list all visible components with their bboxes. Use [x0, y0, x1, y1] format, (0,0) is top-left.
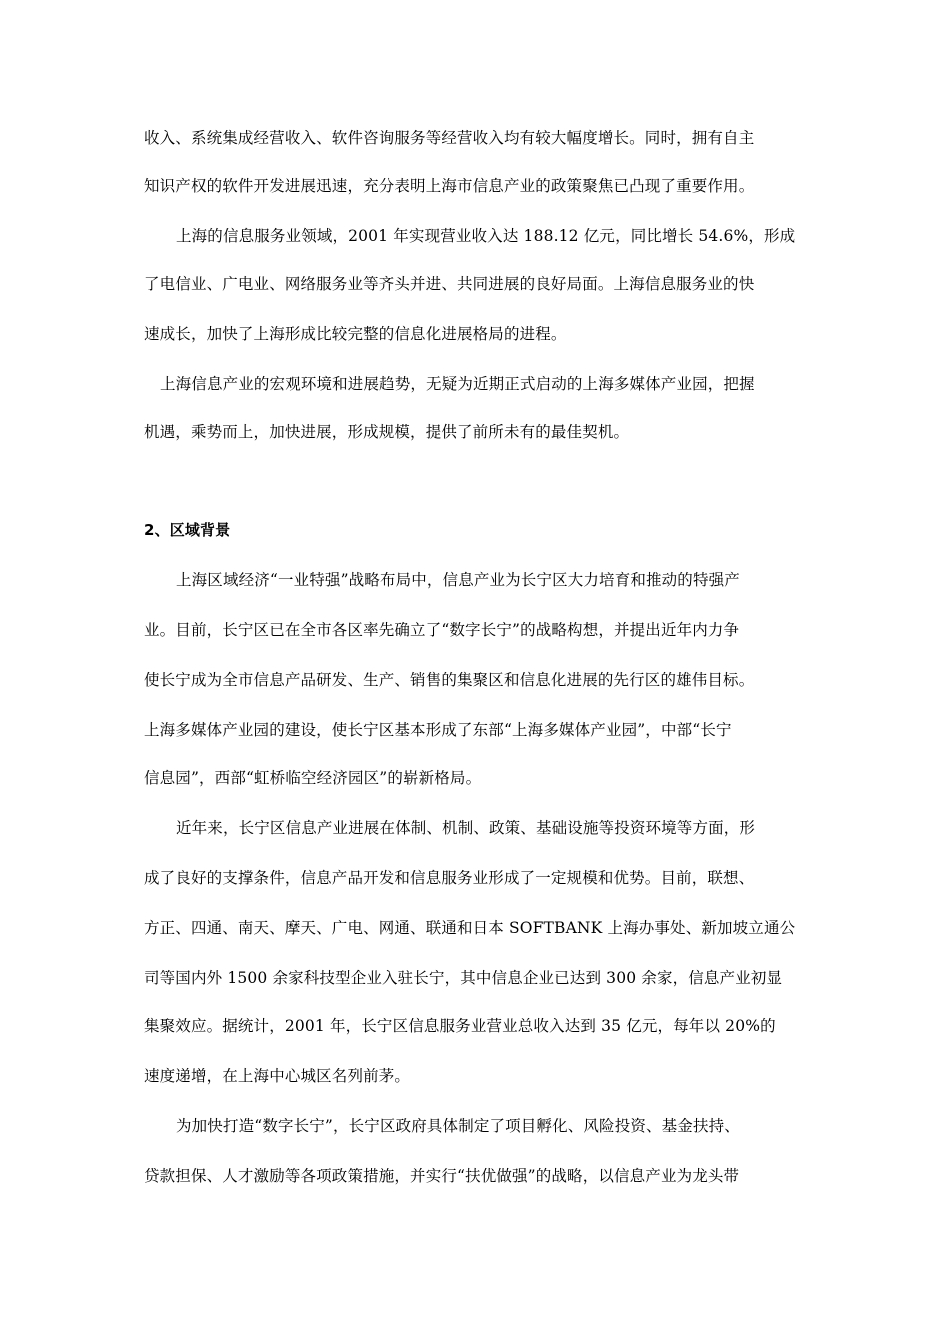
paragraph-line: 上海多媒体产业园的建设，使长宁区基本形成了东部“上海多媒体产业园”，中部“长宁 — [144, 721, 732, 739]
paragraph-line: 成了良好的支撑条件，信息产品开发和信息服务业形成了一定规模和优势。目前，联想、 — [144, 869, 755, 887]
paragraph-line: 速度递增，在上海中心城区名列前茅。 — [144, 1067, 411, 1085]
paragraph-line: 速成长，加快了上海形成比较完整的信息化进展格局的进程。 — [144, 325, 567, 343]
paragraph-line: 上海区域经济“一业特强”战略布局中，信息产业为长宁区大力培育和推动的特强产 — [176, 571, 740, 589]
section-heading: 2、区域背景 — [144, 521, 231, 539]
paragraph-line: 机遇，乘势而上，加快进展，形成规模，提供了前所未有的最佳契机。 — [144, 423, 630, 441]
paragraph-line: 上海信息产业的宏观环境和进展趋势，无疑为近期正式启动的上海多媒体产业园，把握 — [160, 375, 755, 393]
paragraph-line: 业。目前，长宁区已在全市各区率先确立了“数字长宁”的战略构想，并提出近年内力争 — [144, 621, 740, 639]
paragraph-line: 方正、四通、南天、摩天、广电、网通、联通和日本 SOFTBANK 上海办事处、新加坡立通公 — [144, 919, 796, 937]
paragraph-line: 收入、系统集成经营收入、软件咨询服务等经营收入均有较大幅度增长。同时，拥有自主 — [144, 129, 755, 147]
paragraph-line: 知识产权的软件开发进展迅速，充分表明上海市信息产业的政策聚焦已凸现了重要作用。 — [144, 177, 755, 195]
paragraph-line: 信息园”，西部“虹桥临空经济园区”的崭新格局。 — [144, 769, 482, 787]
paragraph-line: 司等国内外 1500 余家科技型企业入驻长宁，其中信息企业已达到 300 余家，信息产业初显 — [144, 969, 783, 987]
paragraph-line: 为加快打造“数字长宁”，长宁区政府具体制定了项目孵化、风险投资、基金扶持、 — [176, 1117, 740, 1135]
paragraph-line: 了电信业、广电业、网络服务业等齐头并进、共同进展的良好局面。上海信息服务业的快 — [144, 275, 755, 293]
paragraph-line: 集聚效应。据统计，2001 年，长宁区信息服务业营业总收入达到 35 亿元，每年以 20%的 — [144, 1017, 776, 1035]
paragraph-line: 上海的信息服务业领域，2001 年实现营业收入达 188.12 亿元，同比增长 54.6%，形成 — [176, 227, 796, 245]
paragraph-line: 贷款担保、人才激励等各项政策措施，并实行“扶优做强”的战略，以信息产业为龙头带 — [144, 1167, 740, 1185]
paragraph-line: 近年来，长宁区信息产业进展在体制、机制、政策、基础设施等投资环境等方面，形 — [176, 819, 756, 837]
paragraph-line: 使长宁成为全市信息产品研发、生产、销售的集聚区和信息化进展的先行区的雄伟目标。 — [144, 671, 755, 689]
